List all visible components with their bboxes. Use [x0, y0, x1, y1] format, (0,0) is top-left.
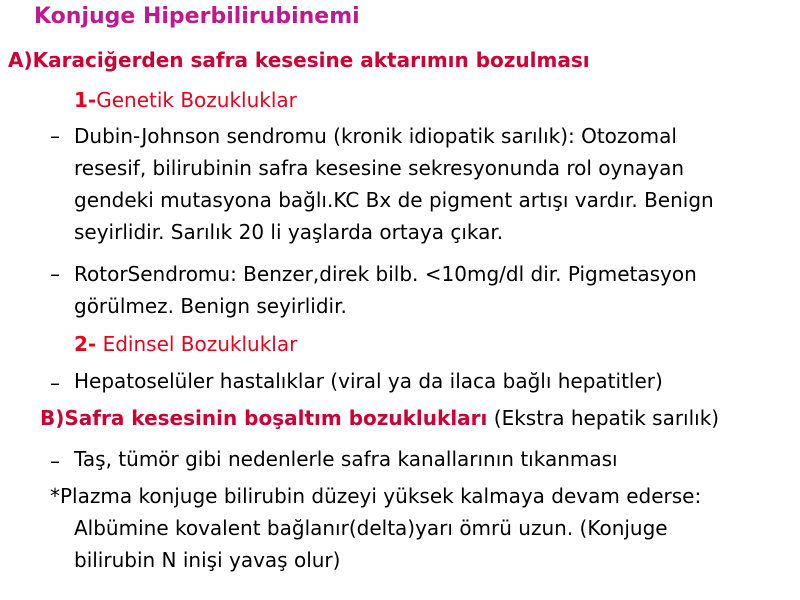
bullet-dash: – [50, 371, 60, 395]
list-item-line: resesif, bilirubinin safra kesesine sekresyonunda rol oynayan [74, 156, 685, 180]
section-a-heading: A)Karaciğerden safra kesesine aktarımın bozulması [8, 48, 590, 72]
list-item-obstruction: Taş, tümör gibi nedenlerle safra kanallarının tıkanması [74, 447, 618, 471]
note-line: Albümine kovalent bağlanır(delta)yarı ömrü uzun. (Konjuge [74, 516, 668, 540]
note-block [50, 480, 701, 576]
list-item-line: RotorSendromu: Benzer,direk bilb. <10mg/dl dir. Pigmetasyon [74, 262, 697, 286]
page-title: Konjuge Hiperbilirubinemi [34, 4, 360, 29]
section-b-heading-suffix: (Ekstra hepatik sarılık) [487, 406, 720, 430]
subheading-acquired-number: 2- [74, 332, 97, 356]
note-line: bilirubin N inişi yavaş olur) [74, 548, 341, 572]
bullet-dash: – [50, 262, 60, 286]
section-b-heading [40, 406, 719, 430]
list-item-dubin-johnson [74, 120, 714, 248]
bullet-dash: – [50, 449, 60, 473]
list-item-line: gendeki mutasyona bağlı.KC Bx de pigment artışı vardır. Benign [74, 188, 714, 212]
subheading-genetic-label: Genetik Bozukluklar [96, 88, 297, 112]
list-item-rotor [74, 258, 697, 322]
note-line: *Plazma konjuge bilirubin düzeyi yüksek kalmaya devam ederse: [50, 484, 702, 508]
section-b-heading-main: B)Safra kesesinin boşaltım bozuklukları [40, 406, 488, 430]
list-item-hepatocellular: Hepatoselüler hastalıklar (viral ya da ilaca bağlı hepatitler) [74, 369, 663, 393]
subheading-acquired [74, 332, 297, 356]
subheading-genetic-number: 1- [74, 88, 97, 112]
list-item-line: seyirlidir. Sarılık 20 li yaşlarda ortaya çıkar. [74, 220, 504, 244]
subheading-genetic [74, 88, 297, 112]
list-item-line: Dubin-Johnson sendromu (kronik idiopatik sarılık): Otozomal [74, 124, 677, 148]
subheading-acquired-label: Edinsel Bozukluklar [102, 332, 298, 356]
bullet-dash: – [50, 124, 60, 148]
list-item-line: görülmez. Benign seyirlidir. [74, 294, 347, 318]
